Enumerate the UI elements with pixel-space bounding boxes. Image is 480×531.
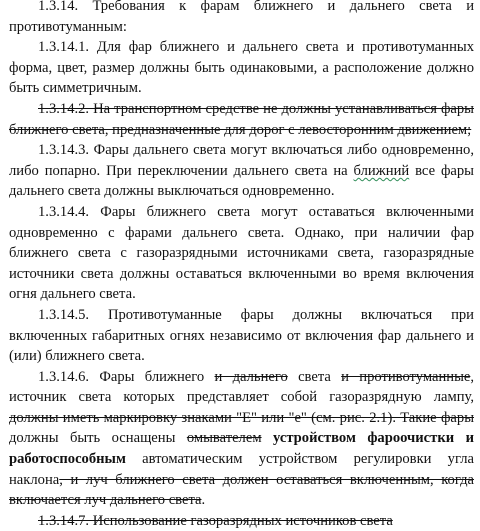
paragraph-p2 — [9, 37, 474, 99]
text-run: должны быть оснащены — [9, 430, 187, 447]
paragraph-p6 — [9, 305, 474, 367]
paragraph-p4 — [9, 140, 474, 202]
text-run: 1.3.14.5. Противотуманные фары должны включаться при включенных габаритных огнях независимо от включения фар дальнего и (или) ближнего света. — [9, 306, 474, 365]
bold-inserted-text: устройством фароочистки и работоспособным — [9, 430, 474, 468]
strikethrough-text: омывателем — [186, 430, 262, 447]
text-run: . — [201, 492, 206, 509]
paragraph-p8 — [9, 511, 474, 531]
spellcheck-flagged-word: ближний — [353, 162, 410, 179]
text-run — [262, 430, 273, 446]
strikethrough-text: 1.3.14.7. Использование газоразрядных источников света — [38, 512, 393, 529]
text-run: все фары дальнего света должны выключаться одновременно. — [9, 162, 474, 200]
text-run: 1.3.14.1. Для фар ближнего и дальнего света и противотуманных форма, цвет, размер должны быть одинаковыми, а расположение должно быть симметричным. — [9, 39, 474, 97]
text-run: , источник света которых представляет собой газоразрядную лампу, — [9, 368, 475, 406]
strikethrough-text: и противотуманные — [341, 368, 471, 385]
paragraph-p7 — [9, 367, 474, 511]
paragraph-p1 — [9, 0, 474, 37]
text-run: 1.3.14.4. Фары ближнего света могут оставаться включенными одновременно с фарами дальнего света. Однако, при наличии фар ближнего света с газоразрядными источниками света, газоразрядные источники света должны оставаться включенными во время включения огня дальнего света. — [9, 203, 474, 303]
text-run: автоматическим устройством регулировки угла наклона — [9, 451, 474, 488]
strikethrough-text: должны иметь маркировку знаками "Е" или "е" (см. рис. 2.1). Такие фары — [9, 409, 474, 426]
text-run: 1.3.14.3. Фары дальнего света могут включаться либо одновременно, либо попарно. При переключении дальнего света на — [9, 142, 474, 179]
text-run: 1.3.14. Требования к фарам ближнего и дальнего света и противотуманным: — [9, 0, 474, 35]
strikethrough-text: 1.3.14.2. На транспортном средстве не должны устанавливаться фары ближнего света, предназначенные для дорог с левосторонним движением; — [9, 100, 474, 138]
paragraph-p5 — [9, 202, 474, 305]
strikethrough-text: и дальнего — [214, 368, 288, 385]
paragraph-p3 — [9, 99, 474, 140]
text-run: света — [287, 368, 342, 385]
text-run: 1.3.14.6. Фары ближнего — [38, 368, 215, 385]
strikethrough-text: , и луч ближнего света должен оставаться включенным, когда включается луч дальнего света — [9, 471, 474, 509]
